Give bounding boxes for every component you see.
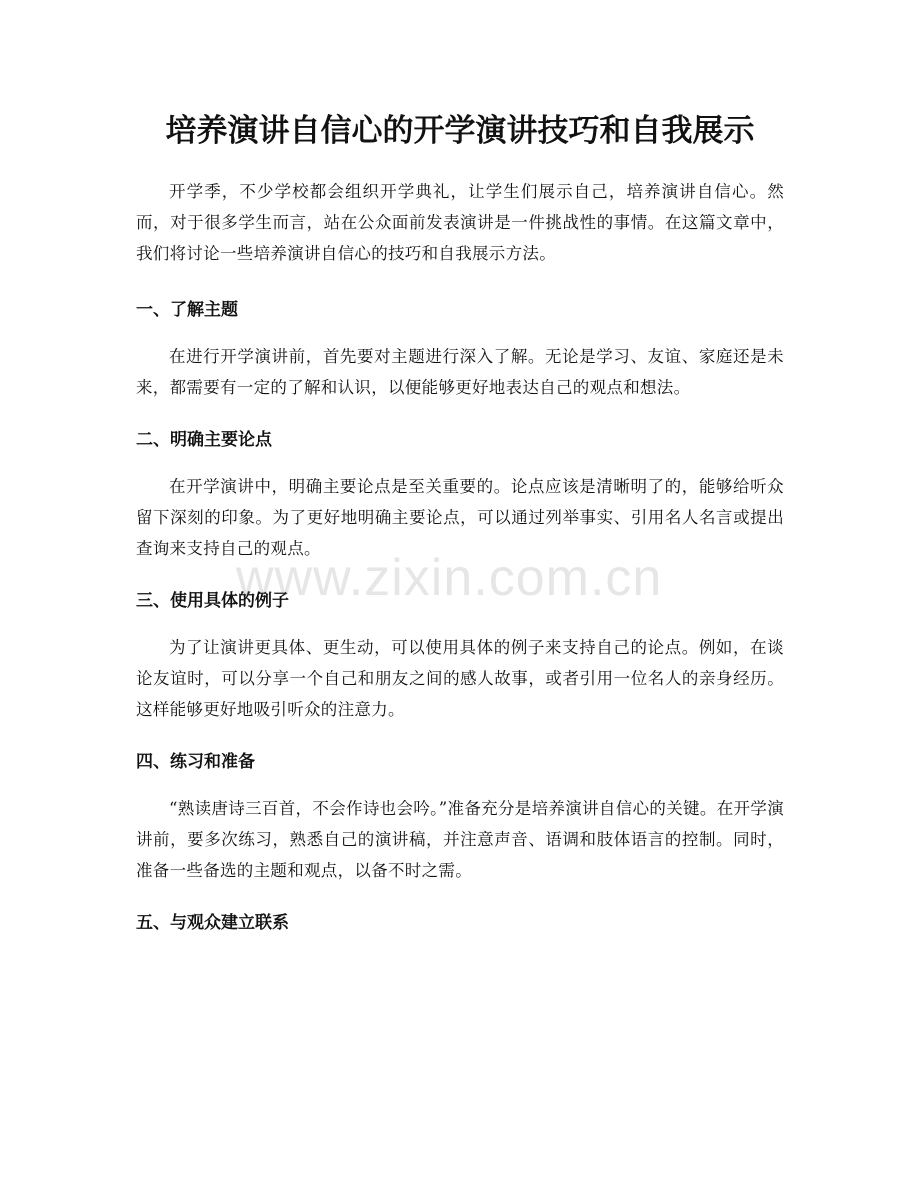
watermark-text: www.zixin.com.cn <box>236 549 663 607</box>
intro-paragraph: 开学季，不少学校都会组织开学典礼，让学生们展示自己，培养演讲自信心。然而，对于很多学生而言，站在公众面前发表演讲是一件挑战性的事情。在这篇文章中，我们将讨论一些培养演讲自信心的技巧和自我展示方法。 <box>136 182 784 263</box>
document-title: 培养演讲自信心的开学演讲技巧和自我展示 <box>165 113 755 149</box>
document-body <box>136 176 784 938</box>
section-body-2: 在开学演讲中，明确主要论点是至关重要的。论点应该是清晰明了的，能够给听众留下深刻的印象。为了更好地明确主要论点，可以通过列举事实、引用名人名言或提出查询来支持自己的观点。 <box>136 477 784 558</box>
section-heading-2: 二、明确主要论点 <box>136 430 272 450</box>
section-heading-5: 五、与观众建立联系 <box>136 913 289 933</box>
section-body-1: 在进行开学演讲前，首先要对主题进行深入了解。无论是学习、友谊、家庭还是未来，都需要有一定的了解和认识，以便能够更好地表达自己的观点和想法。 <box>136 347 784 397</box>
section-body-4: “熟读唐诗三百首，不会作诗也会吟。”准备充分是培养演讲自信心的关键。在开学演讲前，要多次练习，熟悉自己的演讲稿，并注意声音、语调和肢体语言的控制。同时，准备一些备选的主题和观点，以备不时之需。 <box>136 799 784 880</box>
section-body-3: 为了让演讲更具体、更生动，可以使用具体的例子来支持自己的论点。例如，在谈论友谊时，可以分享一个自己和朋友之间的感人故事，或者引用一位名人的亲身经历。这样能够更好地吸引听众的注意力。 <box>136 638 784 719</box>
section-heading-1: 一、了解主题 <box>136 300 238 320</box>
section-heading-3: 三、使用具体的例子 <box>136 591 289 611</box>
section-heading-4: 四、练习和准备 <box>136 752 255 772</box>
